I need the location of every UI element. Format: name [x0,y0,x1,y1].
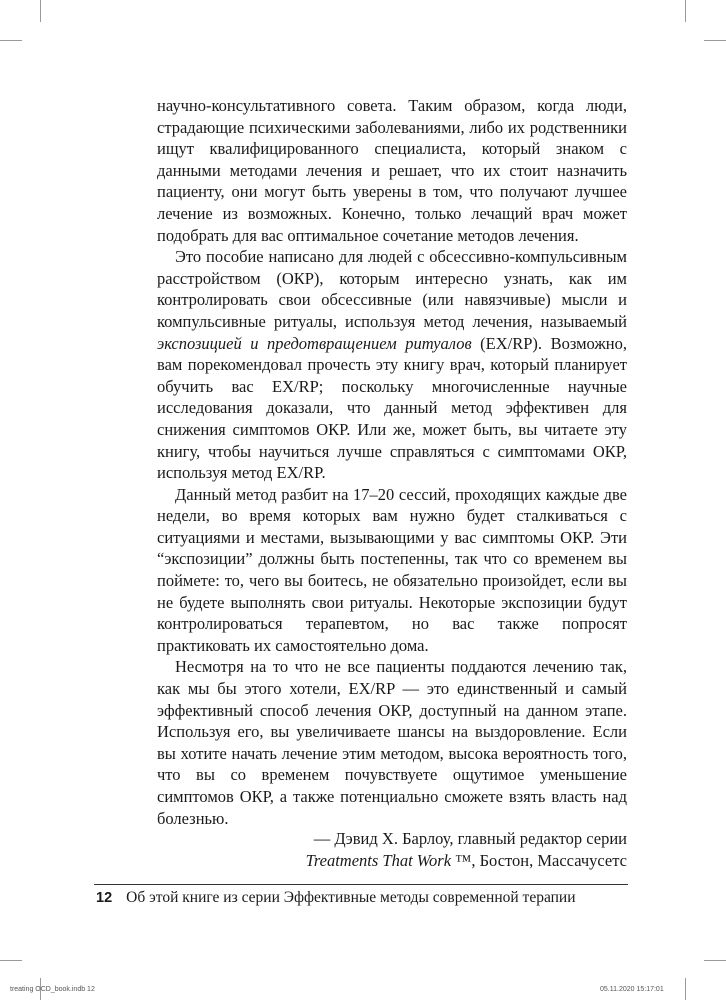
signature-author: — Дэвид Х. Барлоу, главный редактор серии [313,829,627,848]
signature [157,828,627,871]
series-location: ™, Бостон, Массачусетс [451,850,627,870]
page-number: 12 [96,890,113,906]
signature-series [157,850,627,872]
crop-mark [685,978,686,1000]
crop-mark [704,40,726,41]
crop-mark [0,40,22,41]
crop-mark [685,0,686,22]
paragraph-3: Данный метод разбит на 17–20 сессий, проходящих каждые две недели, во время которых вам нужно будет сталкиваться с ситуациями и местами, вызывающими у вас симптомы ОКР. Эти “экспозиции” должны быть постепенны, так что со временем вы поймете: то, чего вы боитесь, не обязательно произойдет, если вы не будете выполнять свои ритуалы. Некоторые экспозиции будут контролироваться терапевтом, но вас также попросят практиковать их самостоятельно дома. [157,484,627,655]
slug-file: treating OCD_book.indb 12 [10,986,95,993]
slug-datetime: 05.11.2020 15:17:01 [600,986,664,993]
paragraph-2-lead: Это пособие написано для людей с обсессивно-компульсивным расстройством (ОКР), которым интересно узнать, как им контролировать свои обсессивные (или навязчивые) мысли и компульсивные ритуалы, используя метод лечения, называемый [157,247,627,331]
paragraph-4: Несмотря на то что не все пациенты поддаются лечению так, как мы бы этого хотели, EX/RP — это единственный и самый эффективный способ лечения ОКР, доступный на данном этапе. Используя его, вы увеличиваете шансы на выздоровление. Если вы хотите начать лечение этим методом, высока вероятность того, что вы со временем почувствуете ощутимое уменьшение симптомов ОКР, а также потенциально сможете взять власть над болезнью. [157,657,627,828]
footer-rule [94,884,628,885]
crop-mark [0,960,22,961]
crop-mark [704,960,726,961]
paragraph-2-emphasis: экспозицией и предотвращением ритуалов [157,333,472,353]
body-text [157,95,627,829]
paragraph-2 [157,246,627,484]
series-name: Treatments That Work [305,850,452,870]
crop-mark [40,0,41,22]
paragraph-2-rest: (EX/RP). Возможно, вам порекомендовал прочесть эту книгу врач, который планирует обучить вас EX/RP; поскольку многочисленные научные исследования доказали, что данный метод эффективен для снижения симптомов ОКР. Или же, может быть, вы читаете эту книгу, чтобы научиться лучше справляться с симптомами ОКР, используя метод EX/RP. [157,333,627,483]
paragraph-1: научно-консультативного совета. Таким образом, когда люди, страдающие психическими заболеваниями, либо их родственники ищут квалифицированного специалиста, который знаком с данными методами лечения и решает, что их стоит назначить пациенту, они могут быть уверены в том, что получают лучшее лечение из возможных. Конечно, только лечащий врач может подобрать для вас оптимальное сочетание методов лечения. [157,96,627,245]
page-footer [96,889,636,907]
running-title: Об этой книге из серии Эффективные методы современной терапии [126,889,576,906]
